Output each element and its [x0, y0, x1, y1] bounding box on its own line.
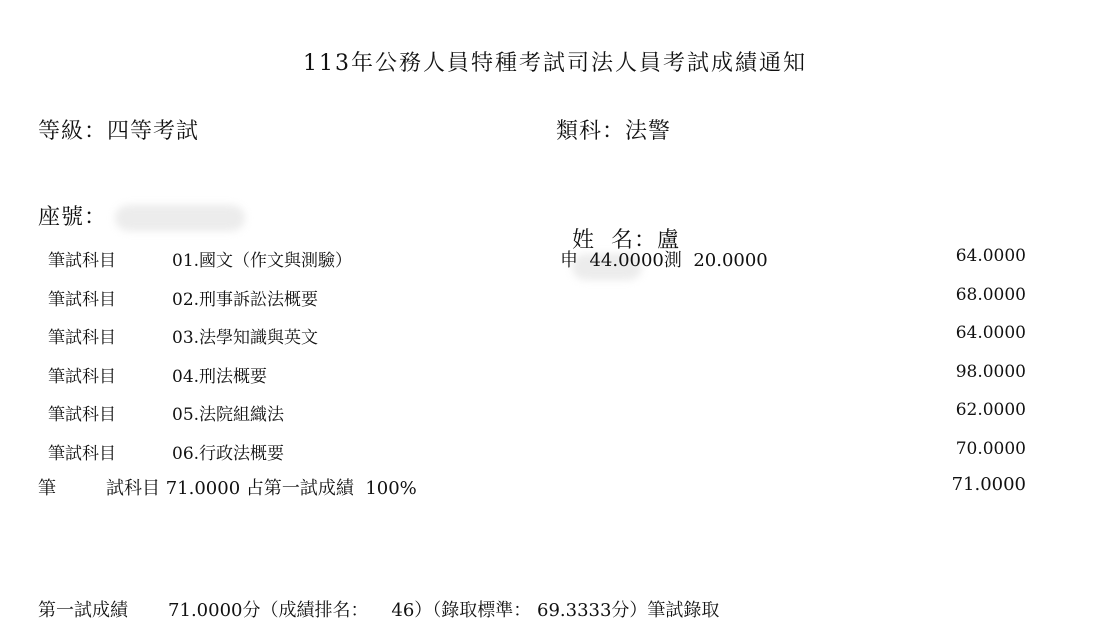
- subject-name: 06.行政法概要: [172, 444, 285, 464]
- seat-label: 座號：: [38, 205, 108, 230]
- written-total-label-b: 試科目 71.0000 占第一試成績 100%: [106, 478, 417, 499]
- document-title: 113年公務人員特種考試司法人員考試成績通知: [303, 51, 807, 76]
- subject-kind: 筆試科目: [48, 367, 116, 387]
- subject-name: 03.法學知識與英文: [172, 328, 319, 348]
- subject-name: 04.刑法概要: [172, 367, 268, 387]
- subject-row: [0, 362, 1110, 386]
- seat-field: [38, 200, 245, 231]
- name-label: 姓 名：: [572, 228, 657, 253]
- subject-score: 98.0000: [955, 362, 1026, 382]
- subject-row: [0, 246, 1110, 270]
- category-field: [556, 114, 671, 145]
- subject-row: [0, 400, 1110, 424]
- subject-row: [0, 323, 1110, 347]
- subject-row: [0, 285, 1110, 309]
- subject-name: 02.刑事訴訟法概要: [172, 290, 319, 310]
- subject-kind: 筆試科目: [48, 328, 116, 348]
- subject-kind: 筆試科目: [48, 405, 116, 425]
- written-total-row: [0, 474, 1110, 500]
- subject-kind: 筆試科目: [48, 444, 116, 464]
- category-label: 類科：: [556, 119, 626, 144]
- level-label: 等級：: [38, 119, 108, 144]
- subject-kind: 筆試科目: [48, 290, 116, 310]
- name-value: 盧: [657, 228, 681, 253]
- level-field: [38, 114, 199, 145]
- category-value: 法警: [625, 119, 672, 144]
- seat-redacted-mark: [115, 205, 245, 231]
- subject-score: 64.0000: [955, 323, 1026, 343]
- written-total-label-a: 筆: [38, 478, 56, 499]
- subject-score: 62.0000: [955, 400, 1026, 420]
- subject-score: 68.0000: [955, 285, 1026, 305]
- subject-name: 05.法院組織法: [172, 405, 285, 425]
- subject-name: 01.國文（作文與測驗）: [172, 251, 353, 271]
- subject-score: 70.0000: [955, 439, 1026, 459]
- level-value: 四等考試: [107, 119, 200, 144]
- subject-kind: 筆試科目: [48, 251, 116, 271]
- subject-score: 64.0000: [955, 246, 1026, 266]
- first-stage-result: 第一試成績 71.0000分（成績排名： 46）（錄取標準： 69.3333分）筆試錄取: [38, 600, 720, 621]
- subject-detail: 申 44.0000測 20.0000: [560, 250, 768, 271]
- subject-row: [0, 439, 1110, 463]
- written-total-score: 71.0000: [951, 474, 1026, 495]
